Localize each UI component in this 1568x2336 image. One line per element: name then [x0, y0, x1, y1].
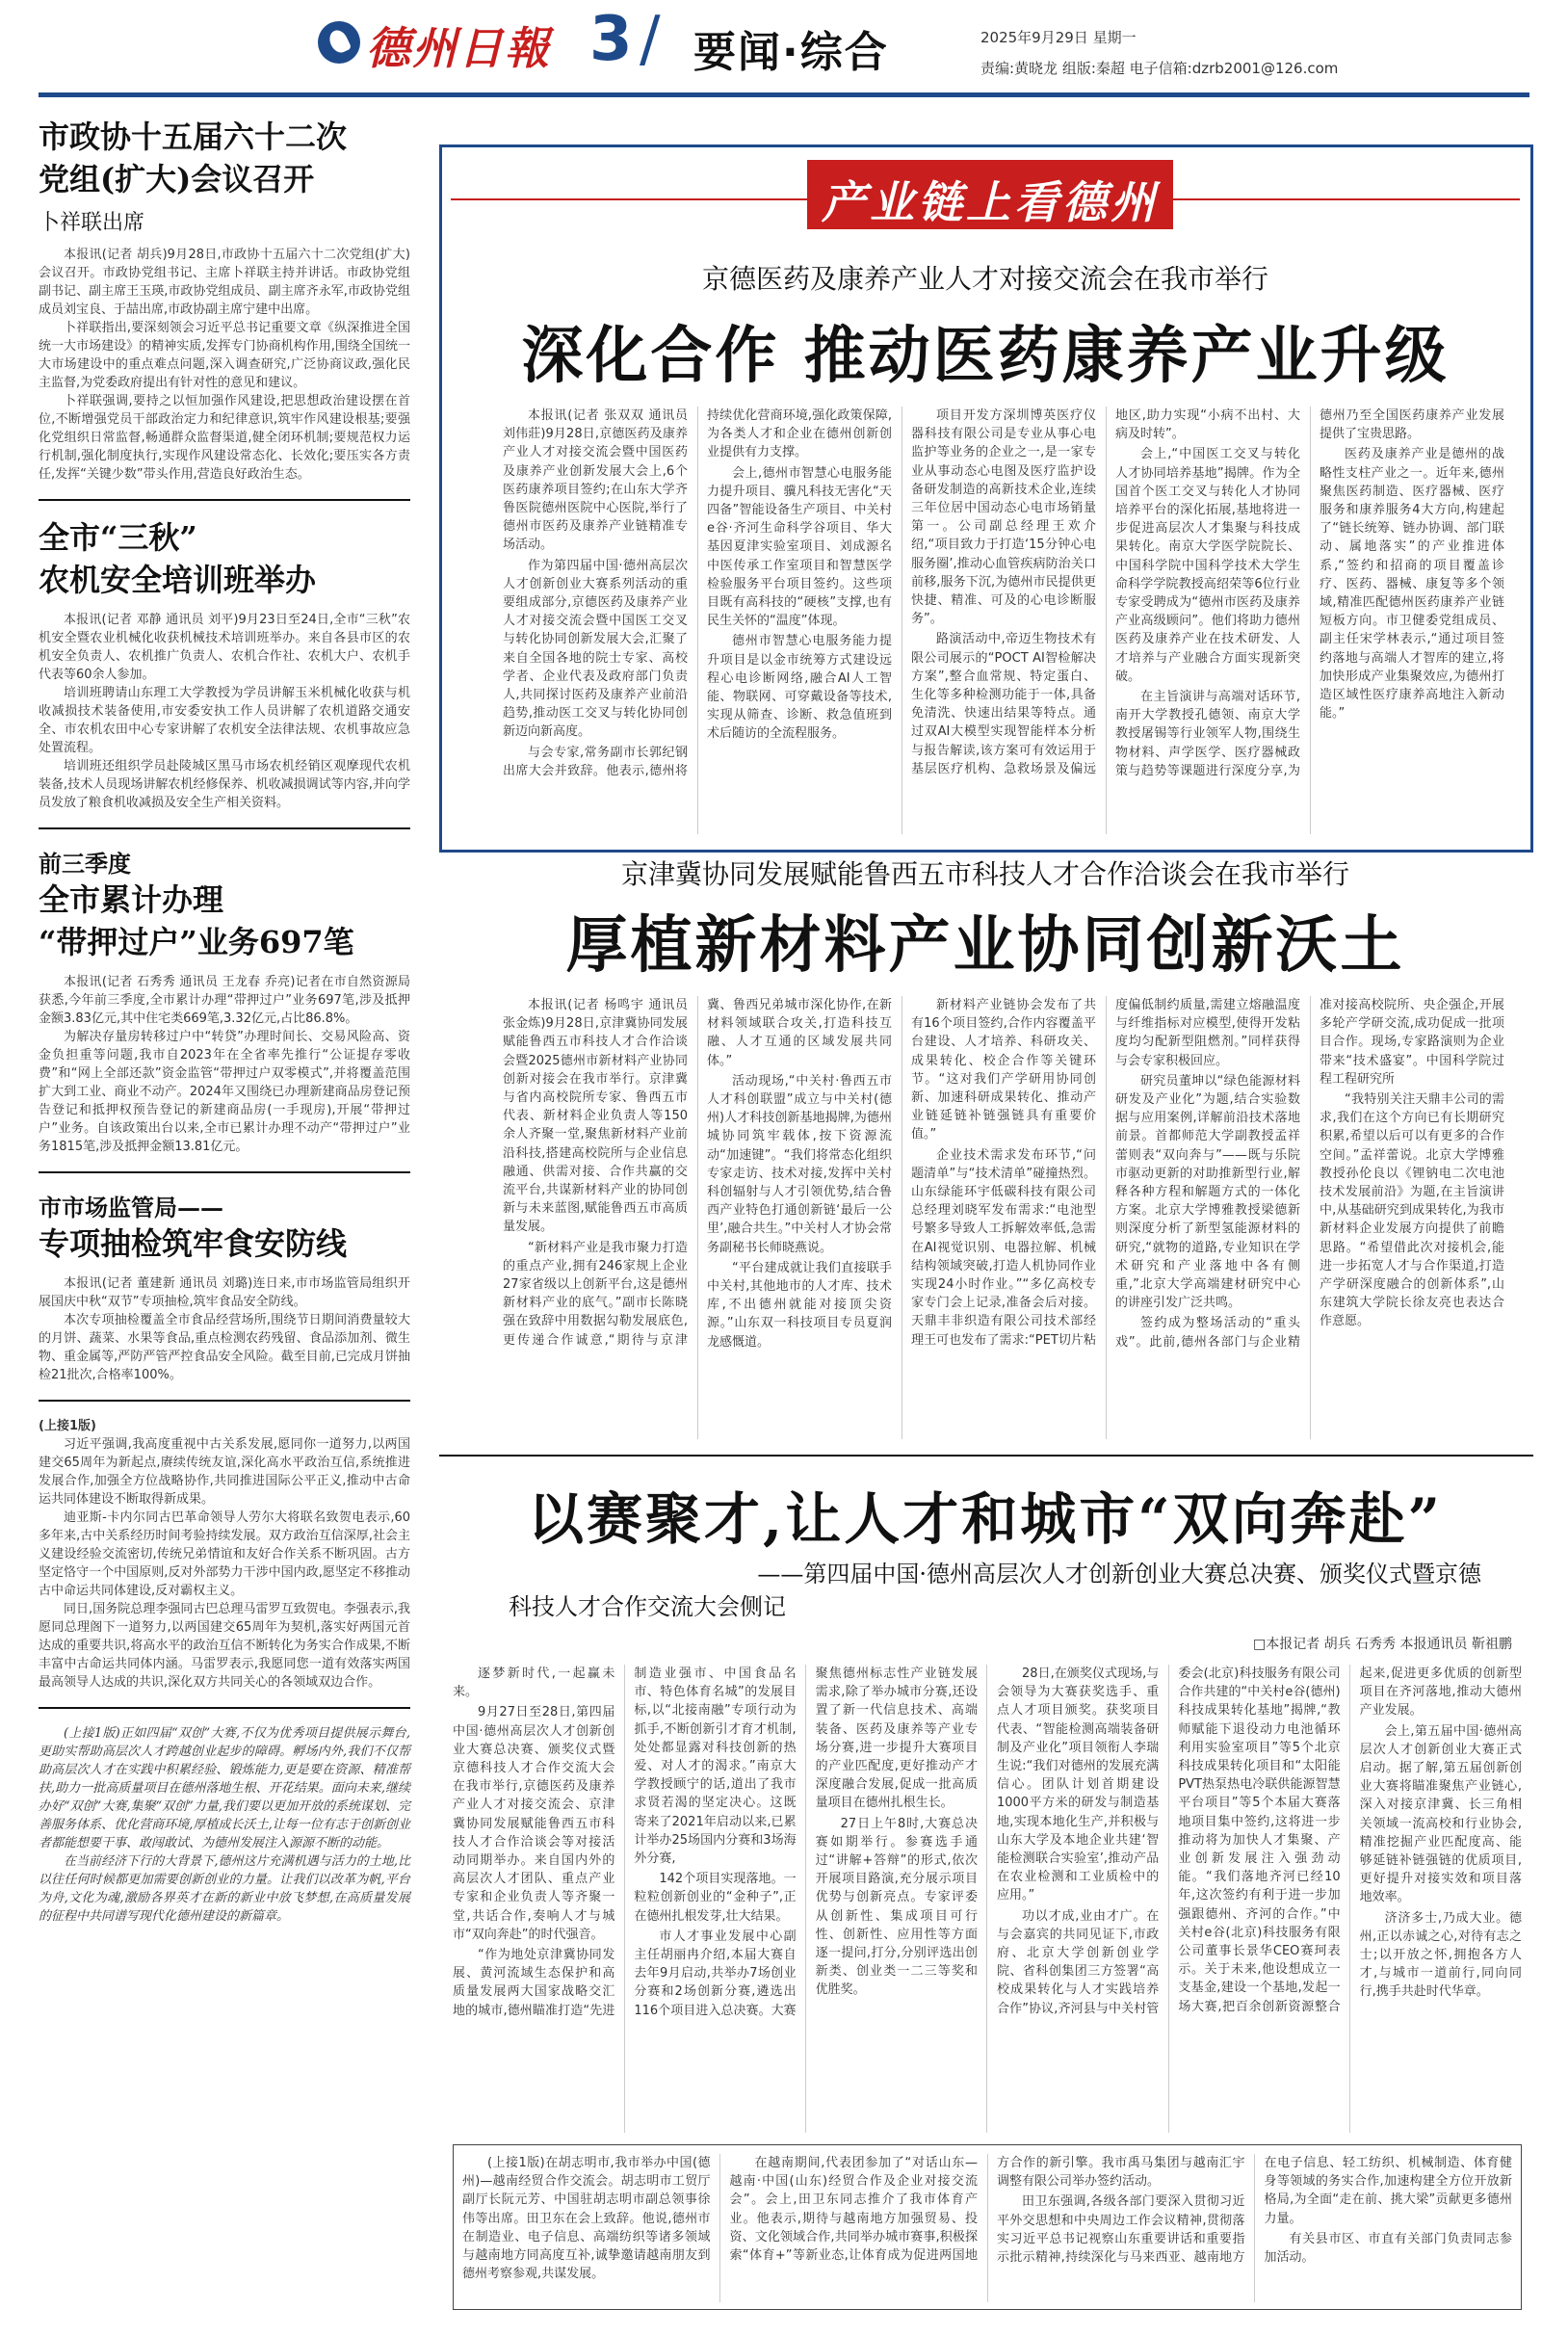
article-paragraph: 本报讯(记者 石秀秀 通讯员 王龙春 乔亮)记者在市自然资源局获悉,今年前三季度,全市累计办理“带押过户”业务697笔,涉及抵押金额3.83亿元,其中住宅类669笔,3.32亿元,占比86.8%。	[39, 975, 410, 1026]
article-food-safety[interactable]	[39, 1189, 410, 1384]
continued-marker: (上接1版)	[39, 1419, 96, 1433]
article-subtitle: ——第四届中国·德州高层次人才创新创业大赛总决赛、颁奖仪式暨京德	[757, 1561, 1481, 1588]
article-paragraph: 医药及康养产业是德州的战略性支柱产业之一。近年来,德州聚焦医药制造、医疗器械、医疗服务和康养服务4大方向,构建起了“链长统筹、链办协调、部门联动、属地落实”的产业推进体系,“签约和招商的项目覆盖诊疗、医药、器械、康复等多个领域,精准匹配德州医药康养产业链短板方向。市卫健委党组成员、副主任宋学林表示,“通过项目签约落地与高端人才智库的建立,将加快形成产业集聚效应,为德州打造区域性医疗康养高地注入新动能。”	[1320, 447, 1504, 722]
article-paragraph: 迪亚斯-卡内尔同古巴革命领导人劳尔大将联名致贺电表示,60多年来,古中关系经历时间考验持续发展。双方政治互信深厚,社会主义建设经验交流密切,传统兄弟情谊和友好合作关系不断巩固。古方坚定恪守一个中国原则,反对外部势力干涉中国内政,愿坚定不移推动古中命运共同体建设,反对霸权主义。	[39, 1510, 410, 1598]
article-mortgage-transfer[interactable]	[39, 845, 410, 1156]
article-subhead: 卜祥联出席	[39, 211, 145, 235]
article-paragraph: 路演活动中,帝迈生物技术有限公司展示的“POCT AI智检解决方案”,整合血常规、特定蛋白、生化等多种检测功能于一体,具备免清洗、快速出结果等特点。通过双AI大模型实现智能样本分析与报告解读,该方案可有效运用于基层医疗机构、急救场景及偏远地区,助力实现“小病不出村、大病及时转”。	[911, 408, 1300, 776]
article-paragraph: 本报讯(记者 胡兵)9月28日,市政协十五届六十二次党组(扩大)会议召开。市政协党组书记、主席卜祥联主持并讲话。市政协党组副书记、副主席王玉瑛,市政协党组成员、副主席齐永军,市政协党组成员刘宝良、于喆出席,市政协副主席宁建中出席。	[39, 248, 410, 317]
left-column	[39, 116, 410, 2307]
article-continued-cuba[interactable]	[39, 1417, 410, 1692]
section-title: 要闻·综合	[693, 28, 889, 77]
article-paragraph: 新材料产业链协会发布了共有16个项目签约,合作内容覆盖平台建设、人才培养、科研攻关、成果转化、校企合作等关键环节。“这对我们产学研用协同创新、加速科研成果转化、推动产业链延链补链强链具有重要价值。”	[911, 998, 1096, 1142]
article-headline[interactable]: 以赛聚才,让人才和城市“双向奔赴”	[528, 1486, 1443, 1552]
article-paragraph: 培训班聘请山东理工大学教授为学员讲解玉米机械化收获与机收减损技术装备使用,市安委安执工作人员讲解了农机道路交通安全、市农机农田中心专家讲解了农机安全法律法规、农机事故应急处置流程。	[39, 686, 410, 755]
article-paragraph: 同日,国务院总理李强同古巴总理马雷罗互致贺电。李强表示,我愿同总理阁下一道努力,以两国建交65周年为契机,落实好两国元首达成的重要共识,将高水平的政治互信不断转化为务实合作成果,不断丰富中古命运共同体内涵。马雷罗表示,我愿同您一道有效落实两国最高领导人达成的共识,深化双方共同关心的各领域双边合作。	[39, 1602, 410, 1690]
article-paragraph: 济济多士,乃成大业。德州,正以赤诚之心,对待有志之士;以开放之怀,拥抱各方人才,与城市一道前行,同向同行,携手共赴时代华章。	[1359, 1910, 1522, 2000]
article-kicker: 前三季度	[39, 850, 131, 878]
article-paragraph: 功以才成,业由才广。在与会嘉宾的共同见证下,市政府、北京大学创新创业学院、省科创集团三方签署“高校成果转化与人才实践培养合作”协议,齐河县与中关村管委会(北京)科技服务有限公司合作共建的“中关村e谷(德州)科技成果转化基地”揭牌,“教师赋能下退役动力电池循环利用实验室项目”等5个北京科技成果转化项目和“太阳能PVT热泵热电冷联供能源智慧平台项目”等5个本届大赛落地项目集中签约,这将进一步推动将为加快人才集聚、产业创新发展注入强劲动能。“我们落地齐河已经10年,这次签约有利于进一步加强跟德州、齐河的合作。”中关村e谷(北京)科技服务有限公司董事长景华CEO赛珂表示。关于未来,他设想成立一支基金,建设一个基地,发起一场大赛,把百余创新资源整合起来,促进更多优质的创新型项目在齐河落地,推动大德州产业发展。	[996, 1667, 1522, 2016]
article-paragraph: 作为第四届中国·德州高层次人才创新创业大赛系列活动的重要组成部分,京德医药及康养产业人才对接交流会暨中国医工交叉与转化协同创新发展大会,汇聚了来自全国各地的院士专家、高校学者、企业代表及政府部门负责人,共同探讨医药及康养产业前沿趋势,推动医工交叉与转化协同创新迈向新高度。	[503, 558, 688, 740]
article-body	[503, 407, 1504, 834]
article-paragraph: 本次专项抽检覆盖全市食品经营场所,围绕节日期间消费量较大的月饼、蔬菜、水果等食品,重点检测农药残留、食品添加剂、微生物、重金属等,严防严管严控食品安全风险。截至目前,已完成月饼抽检21批次,合格率100%。	[39, 1313, 410, 1382]
article-headline: 农机安全培训班举办	[39, 562, 317, 598]
article-body	[503, 996, 1504, 1439]
page-number: 3	[589, 4, 633, 75]
article-paragraph: 本报讯(记者 邓静 通讯员 刘平)9月23日至24日,全市“三秋”农机安全暨农业机械化收获机械技术培训班举办。来自各县市区的农机安全负责人、农机推广负责人、农机合作社、农机大户、农机手代表等60余人参加。	[39, 613, 410, 682]
article-paragraph: 会上,第五届中国·德州高层次人才创新创业大赛正式启动。据了解,第五届创新创业大赛将瞄准聚焦产业链心,深入对接京津冀、长三角相关领域一流高校和行业协会,精准挖掘产业匹配度高、能够延链补链强链的优质项目,更好提升对接实效和项目落地效率。	[1359, 1723, 1522, 1905]
article-farm-machinery[interactable]	[39, 516, 410, 812]
divider	[39, 1171, 410, 1173]
article-paragraph: “作为地处京津冀协同发展、黄河流域生态保护和高质量发展两大国家战略交汇地的城市,德州瞄准打造“先进制造业强市、中国食品名市、特色体育名城”的发展目标,以“北接南融”专项行动为抓手,不断创新引才育才机制,处处都显露对科技创新的热爱、对人才的渴求。”南京大学教授顾宁的话,道出了我市求贤若渴的坚定决心。这既寄来了2021年启动以来,已累计举办25场国内分赛和3场海外分赛,	[453, 1667, 797, 2018]
article-paragraph: 在主旨演讲与高端对话环节,南开大学教授孔德领、南京大学教授屠锡等行业领军人物,围绕生物材料、声学医学、医疗器械政策与趋势等课题进行深度分享,为德州乃至全国医药康养产业发展提供了宝贵思路。	[1115, 408, 1504, 778]
article-headline: 专项抽检筑牢食安防线	[39, 1225, 348, 1262]
article-paragraph: 研究员董坤以“绿色能源材料研发及产业化”为题,结合实验数据与应用案例,详解前沿技术落地前景。首都师范大学副教授孟祥蕾则表“双向奔与”——既与乐院市驱动更新的对助推新型行业,解释各种方程和解题方式的一体化方案。北京大学博雅教授梁德新则深度分析了新型氢能源材料的研究,“就物的道路,专业知识在学术研究和产业落地中各有侧重,”北京大学高端建材研究中心的讲座引发广泛共鸣。	[1115, 1073, 1300, 1311]
divider	[439, 1455, 1533, 1457]
article-subtitle: 科技人才合作交流大会侧记	[509, 1593, 786, 1620]
article-headline: 市政协十五届六十二次	[39, 118, 348, 155]
article-cppcc[interactable]	[39, 116, 410, 484]
article-paragraph: 市人才事业发展中心副主任胡丽冉介绍,本届大赛自去年9月启动,共举办7场创业分赛和2场创新分赛,遴选出116个项目进入总决赛。大赛聚焦德州标志性产业链发展需求,除了举办城市分赛,还设置了新一代信息技术、高端装备、医药及康养等产业专场分赛,进一步提升大赛项目的产业匹配度,更好推动产才深度融合发展,促成一批高质量项目在德州扎根生长。	[634, 1667, 978, 2018]
article-paragraph: 本报讯(记者 董建新 通讯员 刘璐)连日来,市市场监管局组织开展国庆中秋“双节”专项抽检,筑牢食品安全防线。	[39, 1276, 410, 1309]
masthead-rule	[39, 92, 1529, 97]
article-paragraph: “我特别关注天鼎丰公司的需求,我们在这个方向已有长期研究积累,希望以后可以有更多的合作空间。”孟祥蕾说。北京大学博雅教授孙伦良以《锂钠电二次电池技术发展前沿》为题,在主旨演讲中,从基础研究到成果转化,为我市新材料企业发展方向提供了前瞻思路。“希望借此次对接机会,能进一步拓宽人才与合作渠道,打造产学研深度融合的创新体系”,山东建筑大学院长徐友亮也表达合作意愿。	[1320, 1092, 1504, 1329]
article-paragraph: 有关县市区、市直有关部门负责同志参加活动。	[1264, 2231, 1512, 2266]
newspaper-logo-icon	[318, 21, 360, 64]
article-paragraph: 与会专家,常务副市长郭纪钢出席大会并致辞。他表示,德州将持续优化营商环境,强化政策保障,为各类人才和企业在德州创新创业提供有力支撑。	[503, 408, 892, 778]
article-paragraph: 田卫东强调,各级各部门要深入贯彻习近平外交思想和中央周边工作会议精神,贯彻落实习近平总书记视察山东重要讲话和重要指示批示精神,持续深化与马来西亚、越南地方在电子信息、轻工纺织、机械制造、体育健身等领域的务实合作,加速构建全方位开放新格局,为全面“走在前、挑大梁”贡献更多德州力量。	[997, 2156, 1512, 2266]
editor-info: 责编:黄晓龙 组版:秦超 电子信箱:dzrb2001@126.com	[980, 60, 1339, 77]
article-paragraph: 为解决存量房转移过户中“转贷”办理时间长、交易风险高、资金负担重等问题,我市自2023年在全省率先推行“公证提存零收费”和“网上全部还款”资金监管“带押过户双零模式”,并将覆盖范围扩大到工业、商业不动产。2024年又围绕已办理新建商品房登记预告登记和抵押权预告登记的新建商品房(一手现房),开展“带押过户”业务。自该政策出台以来,全市已累计办理不动产“带押过户”业务1815笔,涉及抵押金额13.81亿元。	[39, 1030, 410, 1154]
banner-title: 产业链上看德州	[822, 176, 1159, 228]
article-subtitle: 京德医药及康养产业人才对接交流会在我市举行	[701, 263, 1268, 295]
article-paragraph: 活动现场,“中关村·鲁西五市人才科创联盟”成立与中关村(德州)人才科技创新基地揭牌,为德州城协同筑牢载体,按下资源流动“加速键”。“我们将常态化组织专家走访、技术对接,发挥中关村科创辐射与人才引领优势,结合鲁西产业特色打通创新链‘最后一公里’,融合共生。”中关村人才协会常务副秘书长师晓燕说。	[707, 1073, 892, 1255]
article-headline: 党组(扩大)会议召开	[39, 161, 315, 197]
article-paragraph: 习近平强调,我高度重视中古关系发展,愿同你一道努力,以两国建交65周年为新起点,赓续传统友谊,深化高水平政治互信,系统推进发展合作,加强全方位战略协作,共同推进国际公平正义,推动中古命运共同体建设不断取得新成果。	[39, 1437, 410, 1507]
article-paragraph: 卜祥联指出,要深刻领会习近平总书记重要文章《纵深推进全国统一大市场建设》的精神实质,发挥专门协商机构作用,围绕全国统一大市场建设中的重点难点问题,深入调查研究,广泛协商议政,强化民主监督,为党委政府提出有针对性的意见和建议。	[39, 321, 410, 390]
article-paragraph: 142个项目实现落地。一粒粒创新创业的“金种子”,正在德州扎根发芽,壮大结果。	[634, 1872, 797, 1924]
article-kicker: 市市场监管局——	[39, 1194, 223, 1221]
article-byline: □本报记者 胡兵 石秀秀 本报通讯员 靳祖鹏	[1252, 1637, 1512, 1652]
divider	[39, 1400, 410, 1402]
article-paragraph: 在越南期间,代表团参加了“对话山东—越南·中国(山东)经贸合作及企业对接交流会”。会上,田卫东同志推介了我市体育产业。他表示,期待与越南地方加强贸易、投资、文化领域合作,共同举办城市赛事,积极探索“体育+”等新业态,让体育成为促进两国地方合作的新引擎。我市禹马集团与越南汇宇调整有限公司举办签约活动。	[729, 2156, 1245, 2264]
article-paragraph: 企业技术需求发布环节,“问题清单”与“技术清单”碰撞热烈。山东绿能环宇低碳科技有限公司总经理刘晓军发布需求:“电池型号繁多导致人工拆解效率低,急需在AI视觉识别、电器拉解、机械结构领域突破,打造人机协同作业实现24小时作业。”“多亿高校专家专门会上记录,准备会后对接。天鼎丰非织造有限公司技术部经理王可也发布了需求:“PET切片粘度偏低制约质量,需建立熔融温度与纤维指标对应模型,使得开发粘度均匀配新型阻燃剂。”同样获得与会专家积极回应。	[911, 998, 1300, 1348]
article-paragraph: 会上,“中国医工交叉与转化人才协同培养基地”揭牌。作为全国首个医工交叉与转化人才协同培养平台的深化拓展,基地将进一步促进高层次人才集聚与科技成果转化。南京大学医学院院长、中国科学院中国科学技术大学生命科学学院教授高绍荣等6位行业专家受聘成为“德州市医药及康养产业高级顾问”。他们将助力德州医药及康养产业在技术研发、人才培养与产业融合方面实现新突破。	[1115, 447, 1300, 684]
article-paragraph: (上接1版)在胡志明市,我市举办中国(德州)—越南经贸合作交流会。胡志明市工贸厅副厅长阮元芳、中国驻胡志明市副总领事徐伟等出席。田卫东在会上致辞。他说,德州市在制造业、电子信息、高端纺织等诸多领域与越南地方同高度互补,诚挚邀请越南朋友到德州考察参观,共谋发展。	[462, 2156, 711, 2282]
article-paragraph: 项目开发方深圳博英医疗仪器科技有限公司是专业从事心电监护等业务的企业之一,是一家专业从事动态心电图及医疗监护设备研发制造的高新技术企业,连续三年位居中国动态心电市场销量第一。公司副总经理王欢介绍,“项目致力于打造‘15分钟心电服务圈’,推动心血管疾病防治关口前移,服务下沉,为德州市民提供更快捷、精准、可及的心电诊断服务”。	[911, 408, 1096, 627]
article-paragraph: “新材料产业是我市聚力打造的重点产业,拥有246家规上企业27家省级以上创新平台,这是德州新材料产业的底气。”副市长陈晓强在致辞中用数据勾勒发展底色,更传递合作诚意,“期待与京津冀、鲁西兄弟城市深化协作,在新材料领域联合攻关,打造科技互融、人才互通的区域发展共同体。”	[503, 998, 892, 1348]
article-headline: “带押过户”业务697笔	[39, 924, 354, 960]
article-body	[462, 2154, 1512, 2302]
article-paragraph: 培训班还组织学员赴陵城区黑马市场农机经销区观摩现代农机装备,技术人员现场讲解农机经修保养、机收减损调试等内容,并向学员发放了粮食机收减损及安全生产相关资料。	[39, 759, 410, 810]
masthead	[0, 0, 1568, 96]
article-headline: 全市累计办理	[39, 881, 224, 918]
divider	[39, 499, 410, 501]
article-paragraph: 签约成为整场活动的“重头戏”。此前,德州各部门与企业精准对接高校院所、央企强企,开展多轮产学研交流,成功促成一批项目合作。现场,专家路演则为企业带来“技术盛宴”。中国科学院过程工程研究所	[1115, 998, 1504, 1350]
article-paragraph: 本报讯(记者 杨鸣宇 通讯员 张金炼)9月28日,京津冀协同发展赋能鲁西五市科技人才合作洽谈会暨2025德州市新材料产业协同创新对接会在我市举行。京津冀与省内高校院所专家、鲁西五市代表、新材料企业负责人等150余人齐聚一堂,聚焦新材料产业前沿科技,搭建高校院所与企业信息融通、供需对接、合作共赢的交流平台,共谋新材料产业的协同创新与未来蓝图,赋能鲁西五市高质量发展。	[503, 998, 688, 1235]
article-headline[interactable]: 深化合作 推动医药康养产业升级	[521, 321, 1450, 392]
article-headline: 全市“三秋”	[39, 519, 197, 556]
article-paragraph: “平台建成就让我们直接联手中关村,其他地市的人才库、技术库,不出德州就能对接顶尖资源。”山东双一科技项目专员夏润龙感慨道。	[707, 1260, 892, 1350]
divider	[39, 1707, 410, 1709]
article-headline[interactable]: 厚植新材料产业协同创新沃土	[565, 910, 1405, 982]
article-paragraph: 9月27日至28日,第四届中国·德州高层次人才创新创业大赛总决赛、颁奖仪式暨京德科技人才合作交流大会在我市举行,京德医药及康养产业人才对接交流会、京津冀协同发展赋能鲁西五市科技人才合作洽谈会等对接活动同期举办。来自国内外的高层次人才团队、重点产业专家和企业负责人等齐聚一堂,共话合作,奏响人才与城市“双向奔赴”的时代强音。	[453, 1705, 615, 1942]
article-paragraph: 在当前经济下行的大背景下,德州这片充满机遇与活力的土地,比以往任何时候都更加需要创新创业的力量。让我们以改革为帆,平台为舟,文化为魂,激励各界英才在新的新业中放飞梦想,在高质量发展的征程中共同谱写现代化德州建设的新篇章。	[39, 1854, 410, 1924]
article-subtitle: 京津冀协同发展赋能鲁西五市科技人才合作洽谈会在我市举行	[620, 858, 1349, 890]
article-body	[453, 1665, 1522, 2133]
divider	[39, 827, 410, 829]
article-paragraph: 逐梦新时代,一起赢未来。	[453, 1667, 615, 1700]
issue-date: 2025年9月29日 星期一	[980, 29, 1137, 46]
article-paragraph: (上接1版)正如四届“双创”大赛,不仅为优秀项目提供展示舞台,更助实帮助高层次人才跨越创业起步的障碍。孵场内外,我们不仅帮助高层次人才在实践中积累经验、锻炼能力,更是要在资源、精准帮扶,助力一批高质量项目在德州落地生根、开花结果。面向未来,继续办好“双创”大赛,集聚“双创”力量,我们要以更加开放的系统谋划、完善服务体系、优化营商环境,厚植成长沃土,让每一位有志于创新创业者都能想要干事、敢闯敢试、为德州发展注入源源不断的动能。	[39, 1726, 410, 1850]
article-paragraph: 卜祥联强调,要持之以恒加强作风建设,把思想政治建设摆在首位,不断增强党员干部政治定力和纪律意识,筑牢作风建设根基;要强化党组织日常监督,畅通群众监督渠道,健全闭环机制;要规范权力运行机制,强化制度执行,实现作风建设常态化、长效化;要压实各方责任,发挥“关键少数”带头作用,营造良好政治生态。	[39, 394, 410, 482]
article-paragraph: 本报讯(记者 张双双 通讯员 刘伟莊)9月28日,京德医药及康养产业人才对接交流会暨中国医药及康养产业创新发展大会上,6个医药康养项目签约;在山东大学齐鲁医院德州医院中心医院,举行了德州市医药及康养产业链精准专场活动。	[503, 408, 688, 553]
article-paragraph: 27日上午8时,大赛总决赛如期举行。参赛选手通过“讲解+答辩”的形式,依次开展项目路演,充分展示项目优势与创新亮点。专家评委从创新性、集成项目可行性、创新性、应用性等方面逐一提问,打分,分别评选出创新类、创业类一二三等奖和优胜奖。	[815, 1816, 978, 1998]
page-slash: /	[640, 4, 661, 75]
article-paragraph: 28日,在颁奖仪式现场,与会领导为大赛获奖选手、重点人才项目颁奖。获奖项目代表、“智能检测高端装备研制及产业化”项目领衔人李瑞生说:“我们对德州的发展充满信心。团队计划首期建设1000平方米的研发与制造基地,实现本地化生产,并积极与山东大学及本地企业共建‘智能检测联合实验室’,推动产品在农业检测和工业质检中的应用。”	[996, 1667, 1160, 1903]
article-paragraph: 德州市智慧心电服务能力提升项目是以金市统筹方式建设远程心电诊断网络,融合AI人工智能、物联网、可穿戴设备等技术,实现从筛查、诊断、救急值班到术后随访的全流程服务。	[707, 634, 892, 742]
newspaper-logo[interactable]: 德州日報	[366, 22, 551, 74]
article-paragraph: 会上,德州市智慧心电服务能力提升项目、骥凡科技无害化“天四备”智能设备生产项目、中关村e谷·齐河生命科学谷项目、华大基因夏津实验室项目、刘成源名中医传承工作室项目和智慧医学检验服务平台项目签约。这些项目既有高科技的“硬核”支撑,也有民生关怀的“温度”体现。	[707, 465, 892, 629]
article-continued-commentary[interactable]	[39, 1724, 410, 1926]
